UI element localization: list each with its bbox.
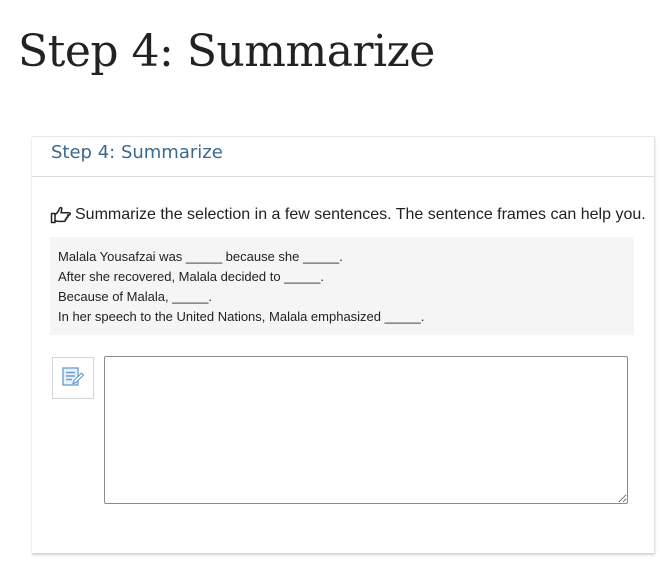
instruction [50,205,646,225]
instruction-text: Summarize the selection in a few sentences. The sentence frames can help you. [75,206,646,223]
summary-textarea[interactable] [104,356,628,504]
card-header [32,137,654,177]
summarize-card [32,136,655,553]
notes-icon [61,365,85,392]
editor-row [52,356,630,506]
card-title: Step 4: Summarize [51,142,223,163]
frame-line: In her speech to the United Nations, Malala emphasized _____. [58,309,425,324]
notes-tool-button[interactable] [52,357,94,399]
frame-line: Malala Yousafzai was _____ because she _____. [58,249,343,264]
page-title: Step 4: Summarize [18,26,435,77]
frame-line: After she recovered, Malala decided to _____. [58,269,324,284]
frame-line: Because of Malala, _____. [58,289,212,304]
sentence-frames [50,237,634,335]
pointing-hand-icon [50,206,75,224]
